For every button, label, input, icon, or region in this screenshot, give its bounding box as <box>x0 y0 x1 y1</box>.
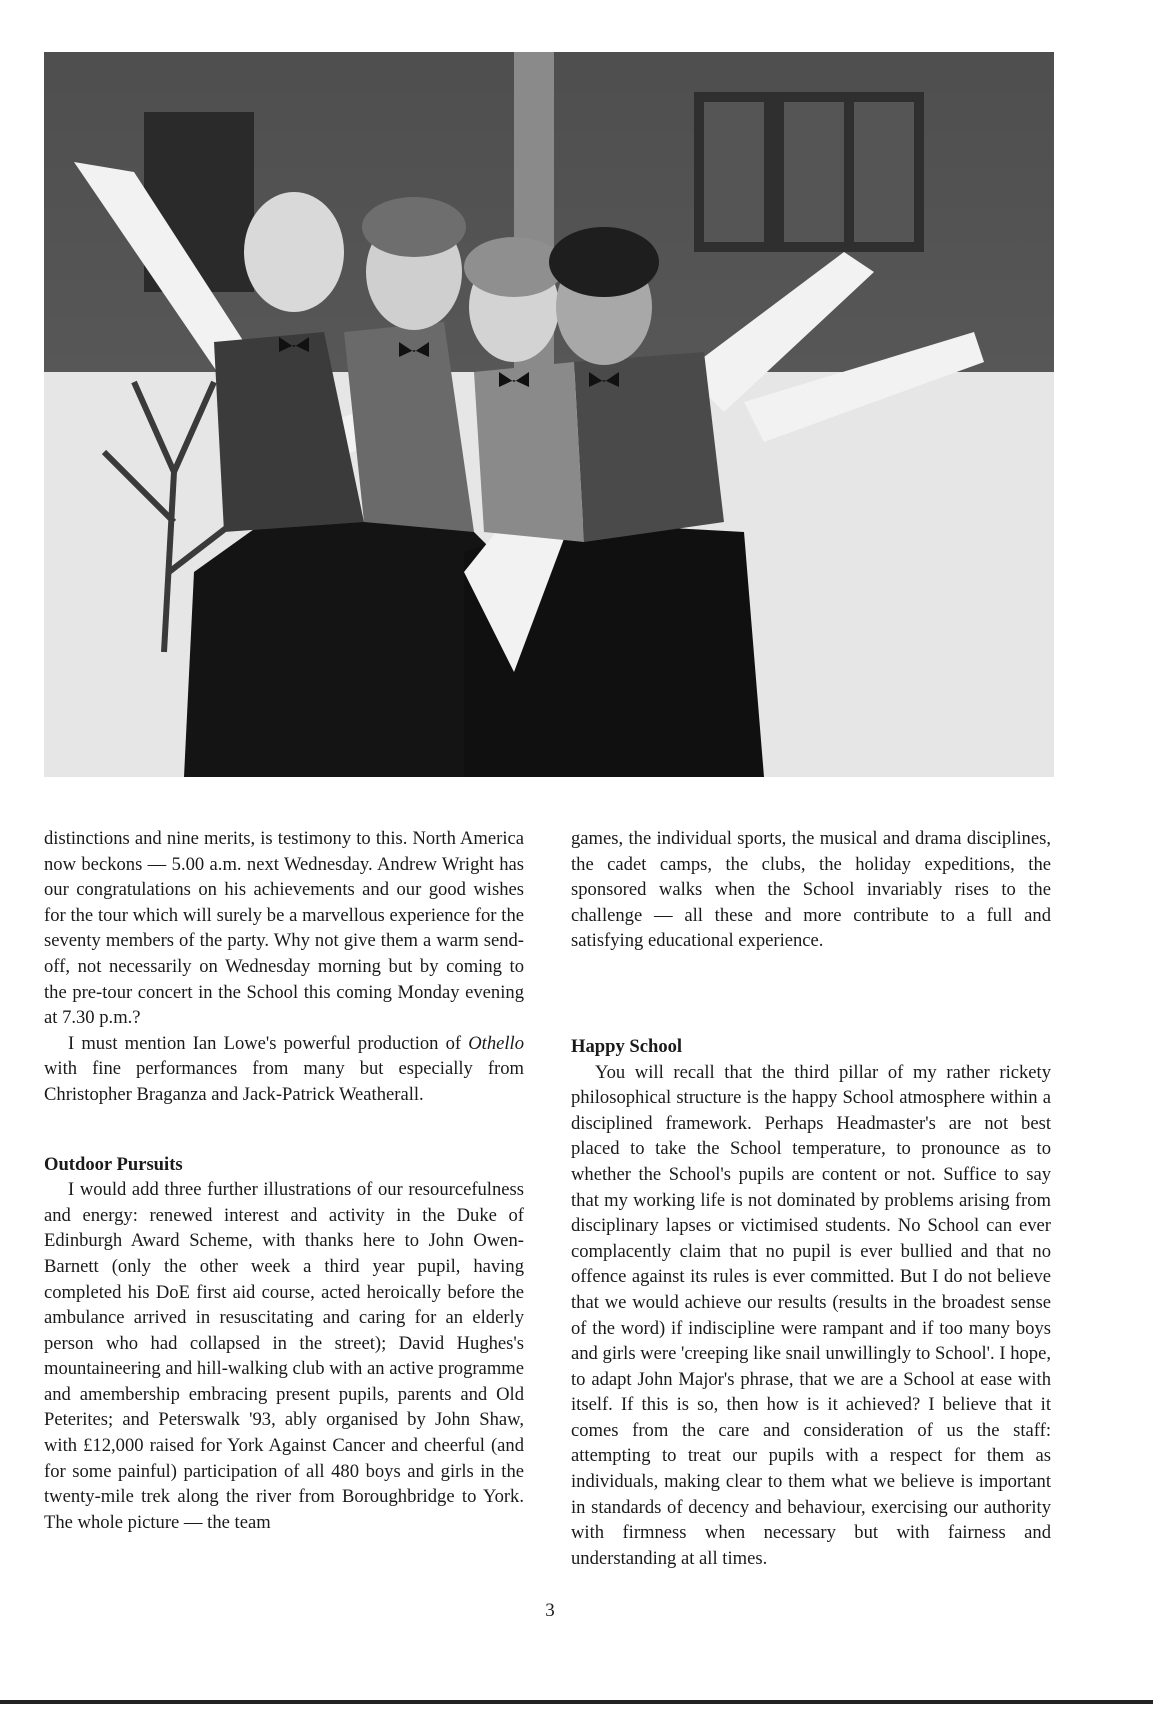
spacer <box>44 1108 524 1152</box>
bottom-rule <box>0 1700 1153 1704</box>
photo-illustration <box>44 52 1054 777</box>
left-paragraph-3: I would add three further illustrations of our resourcefulness and energy: renewed interest and activity in the Duke of Edinburgh Award Scheme, with thanks here to John Owen-Barnett (only the other week a third year pupil, having completed his DoE first aid course, acted heroically before the ambulance arrived in resuscitating and caring for an elderly person who had collapsed in the street); David Hughes's mountaineering and hill-walking club with an active programme and amembership embracing present pupils, parents and Old Peterites; and Peterswalk '93, ably organised by John Shaw, with £12,000 raised for York Against Cancer and cheerful (and for some painful) participation of all 480 boys and girls in the twenty-mile trek along the river from Boroughbridge to York. The whole picture — the team <box>44 1179 524 1533</box>
left-paragraph-1: distinctions and nine merits, is testimony to this. North America now beckons — 5.00 a.m. next Wednesday. Andrew Wright has our congratulations on his achievements and our good wishes for the tour which will surely be a marvellous experience for the seventy members of the party. Why not give them a warm send-off, not necessarily on Wednesday morning but by coming to the pre-tour concert in the School this coming Monday evening at 7.30 p.m.? <box>44 828 524 1029</box>
left-paragraph-2 <box>44 1031 524 1108</box>
spacer <box>571 954 1051 1034</box>
othello-pre: I must mention Ian Lowe's powerful production of <box>68 1032 469 1054</box>
heading-outdoor-pursuits: Outdoor Pursuits <box>44 1153 183 1175</box>
heading-happy-school: Happy School <box>571 1035 683 1057</box>
group-photo <box>44 52 1054 777</box>
othello-post: with fine performances from many but especially from Christopher Braganza and Jack-Patrick Weatherall. <box>44 1058 524 1105</box>
right-paragraph-1: games, the individual sports, the musical and drama disciplines, the cadet camps, the clubs, the holiday expeditions, the sponsored walks when the School invariably rises to the challenge — all these and more contribute to a full and satisfying educational experience. <box>571 828 1051 952</box>
othello-title: Othello <box>468 1032 524 1054</box>
right-paragraph-2: You will recall that the third pillar of my rather rickety philosophical structure is the happy School atmosphere within a disciplined framework. Perhaps Headmaster's are not best placed to take the School temperature, to pronounce as to whether the School's pupils are content or not. Suffice to say that my working life is not dominated by problems arising from disciplinary lapses or victimised students. No School can ever complacently claim that no pupil is ever bullied and that no offence against its rules is ever committed. But I do not believe that we would achieve our results (results in the broadest sense of the word) if indiscipline were rampant and if too many boys and girls were 'creeping like snail unwillingly to School'. I hope, to adapt John Major's phrase, that we are a School at ease with itself. If this is so, then how is it achieved? I believe that it comes from the care and consideration of us the staff: attempting to treat our pupils with a respect for them as individuals, making clear to them what we believe is important in standards of decency and behaviour, exercising our authority with firmness when necessary but with fairness and understanding at all times. <box>571 1061 1051 1569</box>
page-number: 3 <box>545 1600 555 1621</box>
right-column <box>571 826 1051 1571</box>
left-column <box>44 826 524 1535</box>
